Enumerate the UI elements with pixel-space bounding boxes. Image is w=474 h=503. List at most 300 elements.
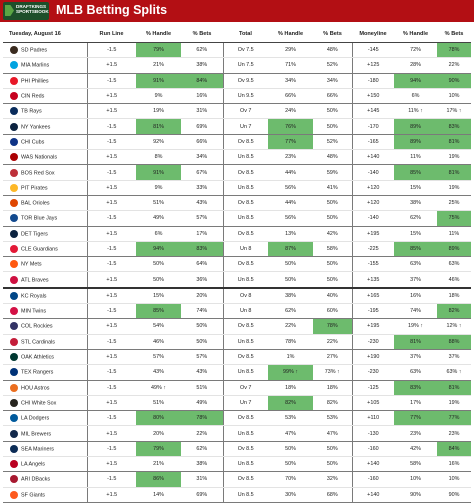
- moneyline-cell: [352, 411, 394, 426]
- ml-bets-value: 78%: [448, 47, 460, 54]
- team-logo-icon: [10, 322, 18, 330]
- ml-handle-cell: [394, 241, 437, 256]
- total-bets-value: 50%: [326, 215, 338, 222]
- run-line-cell: [87, 73, 136, 88]
- total-cell: [223, 487, 268, 502]
- rl-bets-value: 43%: [196, 200, 208, 207]
- ml-handle-cell: [394, 288, 437, 304]
- total-handle-cell: [268, 304, 313, 319]
- moneyline-value: +190: [367, 354, 380, 361]
- total-handle-cell: [268, 211, 313, 226]
- ml-handle-value: 16%: [410, 292, 421, 299]
- ml-bets-cell: [437, 380, 471, 395]
- run-line-cell: [87, 441, 136, 456]
- draftkings-logo: [3, 2, 49, 20]
- total-handle-cell: [268, 272, 313, 288]
- run-line-cell: [87, 58, 136, 73]
- team-name: LA Dodgers: [21, 415, 50, 422]
- run-line-value: +1.5: [106, 292, 118, 299]
- col-header-total: Total: [223, 25, 268, 43]
- rl-bets-value: 69%: [196, 491, 208, 498]
- team-cell: [3, 43, 87, 58]
- total-value: Un 8.5: [237, 276, 254, 283]
- total-handle-value: 53%: [285, 415, 296, 422]
- moneyline-value: -145: [367, 47, 379, 54]
- ml-handle-cell: [394, 349, 437, 364]
- table-row: [3, 73, 471, 88]
- team-name: TB Rays: [21, 108, 42, 115]
- team-cell: [3, 487, 87, 502]
- total-bets-cell: [313, 365, 352, 380]
- moneyline-cell: [352, 304, 394, 319]
- total-bets-cell: [313, 319, 352, 334]
- total-value: Ov 7: [240, 384, 252, 391]
- ml-bets-value: 90%: [448, 77, 460, 84]
- moneyline-cell: [352, 349, 394, 364]
- moneyline-cell: [352, 134, 394, 149]
- run-line-cell: [87, 150, 136, 165]
- run-line-value: +1.5: [106, 108, 118, 115]
- total-bets-value: 50%: [326, 276, 338, 283]
- ml-bets-value: 90%: [448, 491, 460, 498]
- run-line-cell: [87, 195, 136, 210]
- rl-handle-value: 43%: [153, 369, 164, 376]
- run-line-value: +1.5: [106, 354, 118, 361]
- team-name: OAK Athletics: [21, 354, 54, 361]
- team-logo-icon: [10, 153, 18, 161]
- ml-bets-cell: [437, 411, 471, 426]
- rl-bets-cell: [181, 104, 223, 119]
- rl-handle-value: 46%: [153, 338, 164, 345]
- team-cell: [3, 304, 87, 319]
- ml-bets-value: 46%: [448, 276, 460, 283]
- moneyline-cell: [352, 457, 394, 472]
- rl-handle-cell: [136, 334, 181, 349]
- ml-handle-value: 63%: [410, 261, 421, 268]
- team-logo-icon: [10, 353, 18, 361]
- ml-bets-value: 19%: [448, 399, 460, 406]
- total-value: Ov 8.5: [237, 138, 254, 145]
- rl-bets-value: 16%: [196, 93, 208, 100]
- total-value: Ov 8.5: [237, 354, 254, 361]
- ml-bets-cell: [437, 134, 471, 149]
- total-bets-value: 59%: [326, 169, 338, 176]
- moneyline-value: -230: [367, 338, 379, 345]
- ml-bets-cell: [437, 226, 471, 241]
- moneyline-cell: [352, 43, 394, 58]
- ml-handle-cell: [394, 165, 437, 180]
- rl-bets-cell: [181, 58, 223, 73]
- ml-handle-value: 42%: [410, 445, 421, 452]
- total-cell: [223, 334, 268, 349]
- team-name: MIL Brewers: [21, 430, 52, 437]
- rl-handle-cell: [136, 288, 181, 304]
- total-handle-cell: [268, 134, 313, 149]
- run-line-cell: [87, 241, 136, 256]
- total-handle-value: 50%: [285, 445, 296, 452]
- rl-bets-cell: [181, 288, 223, 304]
- team-cell: [3, 426, 87, 441]
- total-handle-value: 50%: [285, 276, 296, 283]
- run-line-value: +1.5: [106, 62, 118, 69]
- team-logo-icon: [10, 245, 18, 253]
- moneyline-cell: [352, 150, 394, 165]
- rl-handle-cell: [136, 73, 181, 88]
- total-cell: [223, 349, 268, 364]
- table-row: [3, 380, 471, 395]
- crown-icon: [5, 5, 14, 16]
- total-handle-value: 70%: [285, 476, 296, 483]
- ml-handle-cell: [394, 334, 437, 349]
- team-cell: [3, 104, 87, 119]
- ml-handle-cell: [394, 226, 437, 241]
- table-row: [3, 211, 471, 226]
- team-logo-icon: [10, 77, 18, 85]
- run-line-cell: [87, 472, 136, 487]
- rl-handle-cell: [136, 241, 181, 256]
- total-bets-value: 58%: [326, 246, 338, 252]
- run-line-cell: [87, 272, 136, 288]
- ml-handle-value: 37%: [410, 276, 421, 283]
- rl-bets-value: 38%: [196, 461, 208, 468]
- rl-bets-value: 33%: [196, 184, 208, 191]
- ml-bets-cell: [437, 43, 471, 58]
- ml-bets-cell: [437, 195, 471, 210]
- ml-bets-cell: [437, 88, 471, 103]
- ml-bets-value: 11%: [448, 230, 460, 237]
- table-row: [3, 441, 471, 456]
- ml-bets-value: 12% ↑: [446, 323, 462, 330]
- rl-handle-value: 9%: [154, 93, 163, 100]
- team-logo-icon: [10, 292, 18, 300]
- total-value: Ov 7: [240, 108, 252, 115]
- rl-bets-cell: [181, 165, 223, 180]
- total-cell: [223, 73, 268, 88]
- total-cell: [223, 165, 268, 180]
- table-row: [3, 426, 471, 441]
- ml-handle-cell: [394, 43, 437, 58]
- team-logo-icon: [10, 399, 18, 407]
- rl-bets-cell: [181, 472, 223, 487]
- run-line-value: -1.5: [107, 77, 117, 84]
- table-row: [3, 58, 471, 73]
- total-bets-cell: [313, 119, 352, 134]
- total-bets-cell: [313, 180, 352, 195]
- table-row: [3, 226, 471, 241]
- run-line-value: -1.5: [107, 445, 117, 452]
- run-line-cell: [87, 457, 136, 472]
- total-bets-value: 47%: [326, 430, 338, 437]
- total-handle-value: 56%: [285, 215, 296, 222]
- run-line-value: -1.5: [107, 138, 117, 145]
- team-logo-icon: [10, 169, 18, 177]
- rl-bets-cell: [181, 134, 223, 149]
- run-line-value: +1.5: [106, 461, 118, 468]
- team-name: KC Royals: [21, 293, 47, 300]
- total-handle-cell: [268, 472, 313, 487]
- betting-splits-table: [3, 25, 471, 503]
- rl-handle-cell: [136, 58, 181, 73]
- table-row: [3, 395, 471, 410]
- total-bets-cell: [313, 411, 352, 426]
- rl-bets-cell: [181, 319, 223, 334]
- team-logo-icon: [10, 430, 18, 438]
- total-handle-value: 24%: [285, 108, 296, 115]
- team-logo-icon: [10, 445, 18, 453]
- rl-bets-cell: [181, 487, 223, 502]
- moneyline-cell: [352, 211, 394, 226]
- moneyline-value: +195: [367, 230, 380, 237]
- team-name: HOU Astros: [21, 385, 50, 392]
- total-bets-cell: [313, 134, 352, 149]
- run-line-value: +1.5: [106, 230, 118, 237]
- team-cell: [3, 58, 87, 73]
- ml-bets-value: 63%: [448, 261, 460, 268]
- moneyline-value: +195: [367, 323, 380, 330]
- total-bets-value: 60%: [326, 308, 338, 315]
- total-bets-cell: [313, 395, 352, 410]
- col-header-ml-bets: % Bets: [437, 25, 471, 43]
- team-cell: [3, 241, 87, 256]
- total-handle-cell: [268, 165, 313, 180]
- ml-bets-value: 23%: [448, 430, 460, 437]
- total-handle-value: 99% ↑: [283, 369, 298, 376]
- total-cell: [223, 134, 268, 149]
- moneyline-cell: [352, 88, 394, 103]
- table-row: [3, 472, 471, 487]
- team-logo-icon: [10, 46, 18, 54]
- rl-bets-cell: [181, 257, 223, 272]
- total-cell: [223, 257, 268, 272]
- run-line-cell: [87, 134, 136, 149]
- team-cell: [3, 411, 87, 426]
- moneyline-cell: [352, 241, 394, 256]
- ml-bets-value: 10%: [448, 93, 460, 100]
- moneyline-value: +105: [367, 399, 380, 406]
- rl-handle-cell: [136, 211, 181, 226]
- team-cell: [3, 226, 87, 241]
- total-handle-cell: [268, 334, 313, 349]
- team-name: CHI White Sox: [21, 400, 57, 407]
- rl-handle-value: 51%: [153, 200, 164, 207]
- ml-handle-value: 85%: [410, 246, 421, 252]
- total-handle-cell: [268, 257, 313, 272]
- rl-bets-value: 17%: [196, 230, 208, 237]
- total-bets-value: 50%: [326, 461, 338, 468]
- ml-bets-cell: [437, 180, 471, 195]
- team-logo-icon: [10, 61, 18, 69]
- ml-handle-cell: [394, 104, 437, 119]
- rl-bets-value: 50%: [196, 323, 208, 330]
- ml-handle-value: 89%: [410, 123, 421, 130]
- total-cell: [223, 226, 268, 241]
- ml-bets-cell: [437, 487, 471, 502]
- team-cell: [3, 119, 87, 134]
- rl-bets-value: 20%: [196, 292, 208, 299]
- ml-handle-cell: [394, 304, 437, 319]
- run-line-value: +1.5: [106, 154, 118, 161]
- team-name: MIA Marlins: [21, 62, 50, 69]
- ml-bets-value: 81%: [448, 384, 460, 391]
- team-logo-icon: [10, 260, 18, 268]
- ml-handle-value: 94%: [410, 77, 421, 84]
- rl-bets-value: 38%: [196, 62, 208, 69]
- run-line-cell: [87, 395, 136, 410]
- moneyline-cell: [352, 165, 394, 180]
- rl-handle-value: 79%: [153, 445, 164, 452]
- total-cell: [223, 104, 268, 119]
- ml-handle-value: 15%: [410, 230, 421, 237]
- rl-bets-cell: [181, 411, 223, 426]
- ml-handle-cell: [394, 487, 437, 502]
- ml-handle-cell: [394, 150, 437, 165]
- total-handle-cell: [268, 288, 313, 304]
- team-cell: [3, 334, 87, 349]
- ml-handle-value: 85%: [410, 169, 421, 176]
- ml-handle-value: 72%: [410, 47, 421, 54]
- ml-handle-value: 38%: [410, 200, 421, 207]
- total-handle-value: 44%: [285, 169, 296, 176]
- ml-handle-value: 58%: [410, 461, 421, 468]
- rl-handle-value: 57%: [153, 354, 164, 361]
- moneyline-value: +125: [367, 62, 380, 69]
- total-cell: [223, 88, 268, 103]
- rl-bets-cell: [181, 88, 223, 103]
- rl-handle-value: 50%: [153, 276, 164, 283]
- rl-bets-value: 74%: [196, 308, 208, 315]
- total-bets-value: 50%: [326, 261, 338, 268]
- total-handle-cell: [268, 319, 313, 334]
- table-row: [3, 43, 471, 58]
- col-header-total-handle: % Handle: [268, 25, 313, 43]
- ml-handle-cell: [394, 88, 437, 103]
- col-header-date: Tuesday, August 16: [3, 25, 87, 43]
- team-logo-icon: [10, 414, 18, 422]
- total-bets-value: 48%: [326, 154, 338, 161]
- rl-handle-cell: [136, 257, 181, 272]
- team-name: CHI Cubs: [21, 139, 45, 146]
- rl-handle-cell: [136, 165, 181, 180]
- ml-handle-value: 74%: [410, 308, 421, 315]
- ml-handle-value: 23%: [410, 430, 421, 437]
- rl-bets-value: 34%: [196, 154, 208, 161]
- total-handle-value: 71%: [285, 62, 296, 69]
- moneyline-value: -125: [367, 384, 379, 391]
- rl-bets-cell: [181, 73, 223, 88]
- total-cell: [223, 119, 268, 134]
- team-cell: [3, 441, 87, 456]
- rl-handle-value: 49%: [153, 215, 164, 222]
- total-bets-value: 42%: [326, 230, 338, 237]
- moneyline-value: -140: [367, 215, 379, 222]
- total-cell: [223, 426, 268, 441]
- rl-handle-cell: [136, 441, 181, 456]
- rl-bets-value: 49%: [196, 399, 208, 406]
- team-name: COL Rockies: [21, 323, 53, 330]
- total-bets-cell: [313, 304, 352, 319]
- rl-handle-value: 19%: [153, 108, 164, 115]
- moneyline-value: -160: [367, 445, 379, 452]
- table-row: [3, 88, 471, 103]
- rl-handle-value: 9%: [154, 184, 163, 191]
- ml-bets-value: 10%: [448, 476, 460, 483]
- table-row: [3, 134, 471, 149]
- total-bets-value: 53%: [326, 415, 338, 422]
- total-handle-value: 29%: [285, 47, 296, 54]
- table-row: [3, 365, 471, 380]
- total-bets-cell: [313, 257, 352, 272]
- rl-handle-cell: [136, 304, 181, 319]
- total-value: Ov 8.5: [237, 415, 254, 422]
- moneyline-cell: [352, 104, 394, 119]
- moneyline-value: +140: [367, 154, 380, 161]
- moneyline-value: -160: [367, 476, 379, 483]
- run-line-value: +1.5: [106, 430, 118, 437]
- moneyline-cell: [352, 226, 394, 241]
- run-line-cell: [87, 226, 136, 241]
- ml-handle-value: 62%: [410, 215, 421, 222]
- moneyline-value: -170: [367, 123, 379, 130]
- rl-handle-cell: [136, 487, 181, 502]
- ml-bets-cell: [437, 349, 471, 364]
- ml-bets-cell: [437, 319, 471, 334]
- run-line-value: +1.5: [106, 399, 118, 406]
- team-logo-icon: [10, 199, 18, 207]
- total-handle-value: 23%: [285, 154, 296, 161]
- rl-handle-cell: [136, 319, 181, 334]
- rl-handle-cell: [136, 395, 181, 410]
- rl-handle-value: 92%: [153, 138, 164, 145]
- team-name: DET Tigers: [21, 231, 48, 238]
- total-bets-cell: [313, 487, 352, 502]
- total-bets-cell: [313, 226, 352, 241]
- run-line-value: -1.5: [107, 246, 117, 252]
- team-name: MIN Twins: [21, 308, 47, 315]
- total-bets-cell: [313, 472, 352, 487]
- ml-bets-cell: [437, 119, 471, 134]
- moneyline-value: +135: [367, 276, 380, 283]
- total-bets-cell: [313, 43, 352, 58]
- team-name: NY Mets: [21, 261, 42, 268]
- run-line-value: -1.5: [107, 476, 117, 483]
- ml-bets-cell: [437, 395, 471, 410]
- moneyline-cell: [352, 119, 394, 134]
- total-cell: [223, 472, 268, 487]
- run-line-value: +1.5: [106, 491, 118, 498]
- table-row: [3, 119, 471, 134]
- total-handle-value: 18%: [285, 384, 296, 391]
- moneyline-cell: [352, 472, 394, 487]
- team-cell: [3, 180, 87, 195]
- ml-bets-cell: [437, 58, 471, 73]
- team-logo-icon: [10, 307, 18, 315]
- team-logo-icon: [10, 214, 18, 222]
- ml-handle-cell: [394, 472, 437, 487]
- run-line-value: -1.5: [107, 169, 117, 176]
- total-cell: [223, 395, 268, 410]
- run-line-value: -1.5: [107, 261, 117, 268]
- total-bets-value: 18%: [326, 384, 338, 391]
- total-bets-cell: [313, 104, 352, 119]
- ml-bets-value: 83%: [448, 123, 460, 130]
- run-line-cell: [87, 487, 136, 502]
- total-bets-cell: [313, 88, 352, 103]
- total-bets-value: 73% ↑: [324, 369, 340, 376]
- team-name: ATL Braves: [21, 277, 49, 284]
- total-bets-cell: [313, 211, 352, 226]
- total-cell: [223, 180, 268, 195]
- ml-handle-cell: [394, 395, 437, 410]
